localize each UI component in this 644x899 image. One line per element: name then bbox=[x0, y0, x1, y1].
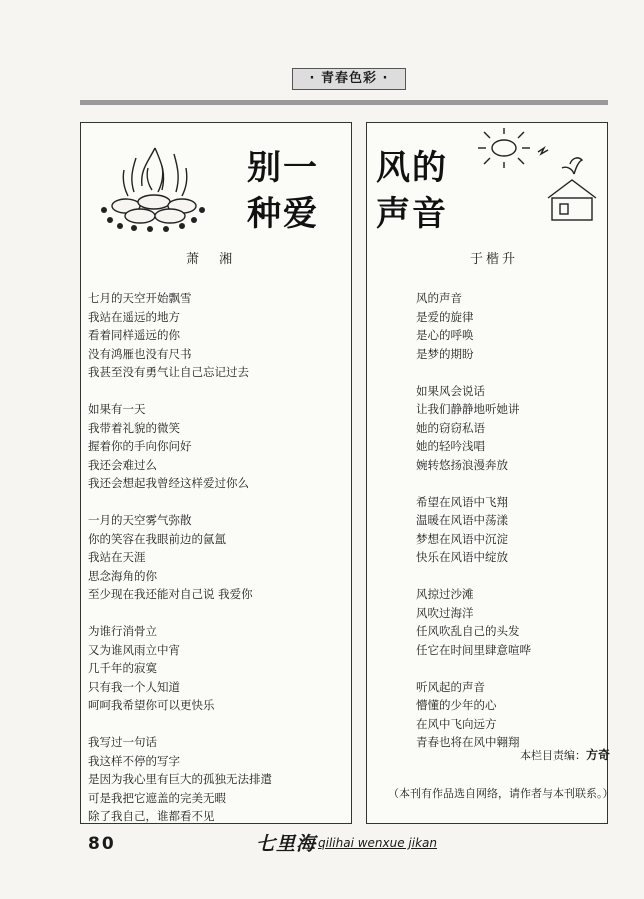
right-poem-line: 婉转悠扬浪漫奔放 bbox=[416, 457, 508, 472]
right-poem-line: 听风起的声音 bbox=[416, 679, 485, 694]
right-poem-line: 是心的呼唤 bbox=[416, 328, 474, 342]
left-poem-line: 七月的天空开始飘雪 bbox=[88, 291, 192, 305]
right-poem-line: 任它在时间里肆意喧哗 bbox=[416, 642, 531, 657]
right-poem-title-line-1: 风的 bbox=[376, 148, 448, 188]
left-poem-line: 思念海角的你 bbox=[88, 568, 157, 583]
left-poem-line: 只有我一个人知道 bbox=[88, 679, 180, 694]
right-poem-line: 让我们静静地听她讲 bbox=[416, 402, 520, 416]
left-poem-line: 看着同样遥远的你 bbox=[88, 328, 180, 342]
left-poem-line: 至少现在我还能对自己说 我爱你 bbox=[88, 587, 253, 601]
left-poem-line: 我写过一句话 bbox=[88, 735, 157, 749]
page-number: 80 bbox=[88, 834, 116, 854]
left-poem-line: 我还会想起我曾经这样爱过你么 bbox=[88, 476, 249, 490]
left-poem-line: 又为谁风雨立中宵 bbox=[88, 642, 180, 657]
left-poem-line: 我站在天涯 bbox=[88, 550, 146, 564]
left-poem-line: 除了我自己，谁都看不见 bbox=[88, 809, 215, 823]
right-poem-line: 懵懂的少年的心 bbox=[416, 698, 497, 712]
left-poem-line: 一月的天空雾气弥散 bbox=[88, 513, 192, 527]
sun-house-illustration bbox=[478, 128, 602, 224]
right-poem-line: 快乐在风语中绽放 bbox=[416, 550, 508, 564]
left-poem-line: 没有鸿雁也没有尺书 bbox=[88, 346, 192, 361]
left-poem-line: 我还会难过么 bbox=[88, 457, 157, 472]
left-poem-line: 握着你的手向你问好 bbox=[88, 439, 192, 453]
right-poem-line: 风的声音 bbox=[416, 291, 462, 305]
journal-logo: 七里海 bbox=[256, 833, 317, 855]
right-poem-line: 是爱的旋律 bbox=[416, 309, 474, 324]
editor-label: 本栏目责编： bbox=[520, 749, 586, 762]
left-poem-title-line-2: 种爱 bbox=[247, 194, 319, 234]
campfire-illustration bbox=[96, 140, 214, 232]
left-poem-line: 呵呵我希望你可以更快乐 bbox=[88, 698, 215, 712]
header-rule bbox=[80, 100, 608, 105]
left-poem-line: 我甚至没有勇气让自己忘记过去 bbox=[88, 365, 249, 379]
editor-name: 方奇 bbox=[586, 748, 611, 762]
journal-pinyin: qilihai wenxue jikan bbox=[318, 836, 438, 850]
right-poem-line: 青春也将在风中翱翔 bbox=[416, 735, 520, 749]
right-poem-line: 梦想在风语中沉淀 bbox=[416, 531, 508, 546]
left-poem-line: 我带着礼貌的微笑 bbox=[88, 420, 180, 435]
right-poem-line: 她的窃窃私语 bbox=[416, 420, 485, 435]
right-poem-line: 风吹过海洋 bbox=[416, 605, 474, 620]
right-poem-line: 任风吹乱自己的头发 bbox=[416, 624, 520, 638]
right-poem-line: 温暖在风语中荡漾 bbox=[416, 513, 508, 527]
section-tag: · 青春色彩 · bbox=[292, 68, 406, 90]
left-poem-line: 是因为我心里有巨大的孤独无法排遣 bbox=[88, 772, 272, 786]
copyright-notice: （本刊有作品选自网络，请作者与本刊联系。） bbox=[388, 787, 614, 800]
left-poem-line: 几千年的寂寞 bbox=[88, 661, 157, 675]
column-editor bbox=[520, 746, 610, 763]
left-poem-line: 我站在遥远的地方 bbox=[88, 309, 180, 324]
left-poem-line: 可是我把它遮盖的完美无暇 bbox=[88, 790, 226, 805]
right-poem-line: 在风中飞向远方 bbox=[416, 716, 497, 731]
right-poem-line: 是梦的期盼 bbox=[416, 346, 474, 361]
right-poem-line: 如果风会说话 bbox=[416, 383, 485, 398]
left-poem-line: 你的笑容在我眼前边的氤氲 bbox=[88, 531, 226, 546]
right-poem-author: 于楷升 bbox=[470, 252, 519, 267]
right-poem-line: 风掠过沙滩 bbox=[416, 587, 474, 601]
left-poem-line: 为谁行消骨立 bbox=[88, 624, 157, 638]
left-poem-line: 如果有一天 bbox=[88, 402, 146, 416]
left-poem-title-line-1: 别一 bbox=[247, 148, 319, 188]
left-poem-author: 萧 湘 bbox=[186, 252, 241, 267]
left-poem-line: 我这样不停的写字 bbox=[88, 753, 180, 768]
right-poem-title-line-2: 声音 bbox=[376, 194, 448, 234]
right-poem-line: 希望在风语中飞翔 bbox=[416, 494, 508, 509]
right-poem-line: 她的轻吟浅唱 bbox=[416, 439, 485, 453]
